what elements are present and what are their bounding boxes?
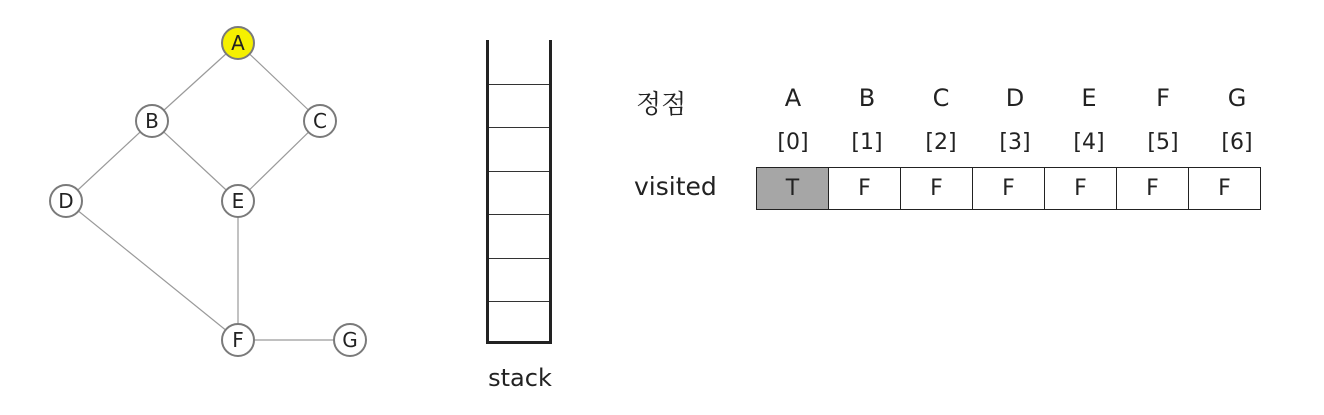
- index-label: [1]: [851, 130, 883, 155]
- visited-cell-f: F: [1117, 168, 1189, 210]
- stack-container: [486, 40, 552, 344]
- visited-cell-c: F: [901, 168, 973, 210]
- node-d: [50, 185, 82, 217]
- vertex-header-a: A: [784, 84, 802, 112]
- vertex-header-b: B: [858, 84, 876, 112]
- vertex-header-e: E: [1081, 84, 1097, 112]
- stack-slot-divider: [489, 258, 549, 259]
- edge-a-b: [152, 43, 238, 121]
- visited-cell-g: F: [1189, 168, 1261, 210]
- visited-cell-b: F: [829, 168, 901, 210]
- stack-label: stack: [488, 364, 552, 392]
- edge-c-e: [238, 121, 320, 201]
- vertex-header-d: D: [1005, 84, 1025, 112]
- stack-slot-divider: [489, 127, 549, 128]
- graph-diagram: [0, 0, 440, 415]
- visited-cell-e: F: [1045, 168, 1117, 210]
- stack-slot-divider: [489, 84, 549, 85]
- edge-b-e: [152, 121, 238, 201]
- stack-slot-divider: [489, 301, 549, 302]
- node-label: G: [342, 328, 358, 352]
- node-label: D: [58, 189, 74, 213]
- index-label: [3]: [999, 130, 1031, 155]
- node-g: [334, 324, 366, 356]
- visited-cell-a: T: [757, 168, 829, 210]
- index-label: [2]: [925, 130, 957, 155]
- visited-row-label: visited: [634, 172, 717, 201]
- stack-slot-divider: [489, 171, 549, 172]
- visited-array: [756, 167, 1261, 210]
- index-label: [6]: [1221, 130, 1253, 155]
- index-label: [0]: [777, 130, 809, 155]
- node-c: [304, 105, 336, 137]
- node-label: C: [313, 109, 327, 133]
- stack-slot-divider: [489, 214, 549, 215]
- vertex-header-c: C: [932, 84, 950, 112]
- index-label: [4]: [1073, 130, 1105, 155]
- node-b: [136, 105, 168, 137]
- node-label: A: [231, 31, 245, 55]
- vertex-header-f: F: [1156, 84, 1170, 112]
- node-label: E: [231, 189, 245, 213]
- node-label: B: [145, 109, 159, 133]
- index-label: [5]: [1147, 130, 1179, 155]
- node-f: [222, 324, 254, 356]
- node-label: F: [232, 328, 244, 352]
- node-a: [222, 27, 254, 59]
- edge-d-f: [66, 201, 238, 340]
- vertex-header-g: G: [1227, 84, 1247, 112]
- edge-b-d: [66, 121, 152, 201]
- node-e: [222, 185, 254, 217]
- vertex-row-label: 정점: [636, 90, 687, 120]
- visited-cell-d: F: [973, 168, 1045, 210]
